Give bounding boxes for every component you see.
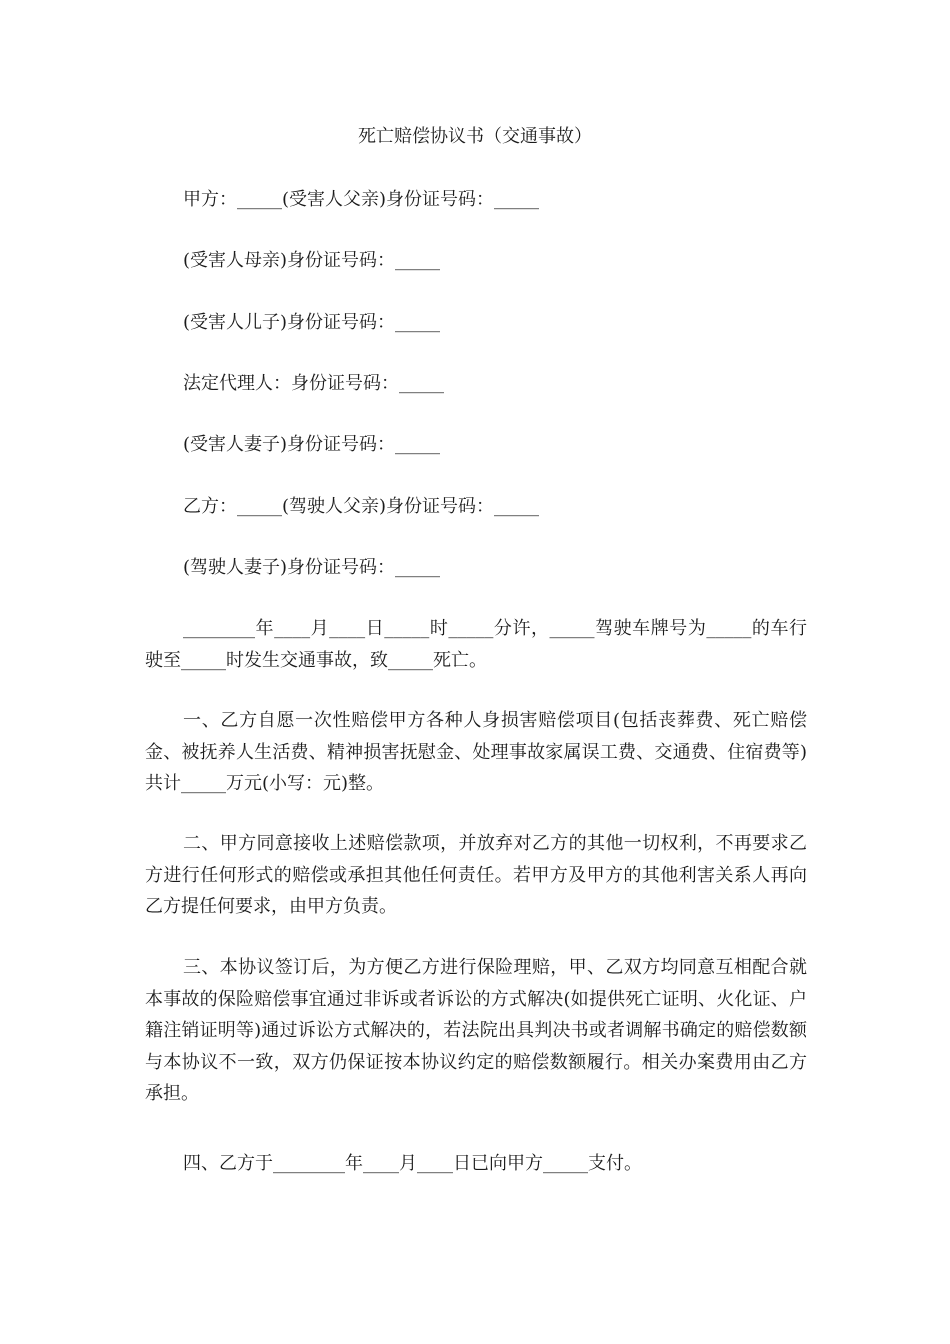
party-line-legal-agent: 法定代理人：身份证号码：_____	[183, 373, 444, 394]
party-line-mother: (受害人母亲)身份证号码：_____	[183, 250, 441, 271]
accident-paragraph: ________年____月____日_____时_____分许，_____驾驶车牌号为_____的车行驶至_____时发生交通事故，致_____死亡。	[145, 618, 807, 671]
party-line-father: 甲方：_____(受害人父亲)身份证号码：_____	[183, 189, 540, 210]
clause-4: 四、乙方于________年____月____日已向甲方_____支付。	[183, 1153, 642, 1174]
clause-3: 三、本协议签订后，为方便乙方进行保险理赔，甲、乙双方均同意互相配合就本事故的保险赔偿事宜通过非诉或者诉讼的方式解决(如提供死亡证明、火化证、户籍注销证明等)通过诉讼方式解决的，若法院出具判决书或者调解书确定的赔偿数额与本协议不一致，双方仍保证按本协议约定的赔偿数额履行。相关办案费用由乙方承担。	[145, 957, 807, 1104]
party-line-party-b-father: 乙方：_____(驾驶人父亲)身份证号码：_____	[183, 496, 540, 517]
party-line-wife: (受害人妻子)身份证号码：_____	[183, 434, 441, 455]
clause-1: 一、乙方自愿一次性赔偿甲方各种人身损害赔偿项目(包括丧葬费、死亡赔偿金、被抚养人生活费、精神损害抚慰金、处理事故家属误工费、交通费、住宿费等)共计_____万元(小写：元)整。	[145, 710, 807, 794]
party-line-son: (受害人儿子)身份证号码：_____	[183, 312, 441, 333]
clause-2: 二、甲方同意接收上述赔偿款项，并放弃对乙方的其他一切权利，不再要求乙方进行任何形式的赔偿或承担其他任何责任。若甲方及甲方的其他利害关系人再向乙方提任何要求，由甲方负责。	[145, 833, 807, 917]
party-line-party-b-wife: (驾驶人妻子)身份证号码：_____	[183, 557, 441, 578]
document-title: 死亡赔偿协议书（交通事故）	[358, 126, 592, 147]
